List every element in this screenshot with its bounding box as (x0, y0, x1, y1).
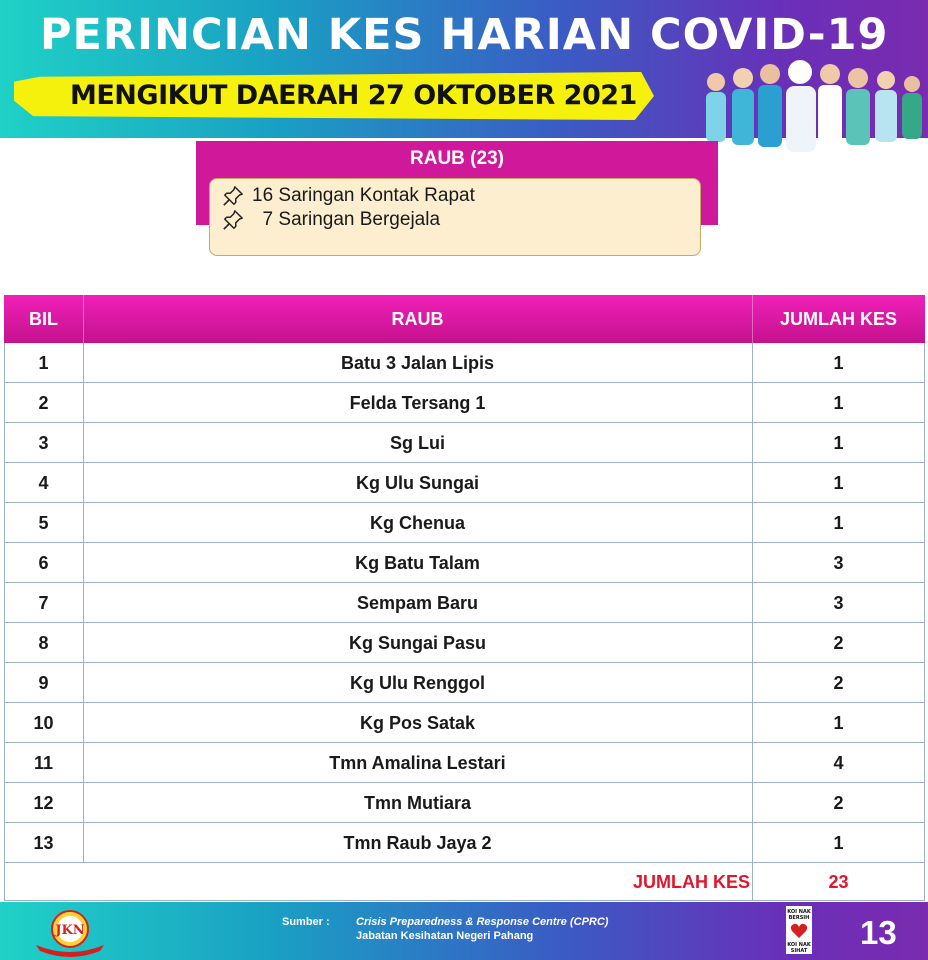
row-cases: 2 (833, 792, 844, 813)
row-cases: 1 (833, 512, 844, 533)
row-location: Sg Lui (390, 432, 445, 453)
pushpin-icon (222, 209, 244, 231)
row-location: Felda Tersang 1 (349, 392, 486, 413)
page-title: PERINCIAN KES HARIAN COVID-19 (40, 10, 889, 60)
svg-text:KOI NAK: KOI NAK (787, 942, 811, 948)
jkn-logo (30, 905, 110, 957)
row-number: 12 (33, 792, 54, 813)
koi-nak-sihat-logo (786, 906, 812, 954)
table-row (4, 383, 925, 423)
source-label: Sumber : (282, 916, 330, 928)
svg-text:BERSIH: BERSIH (788, 915, 810, 921)
row-number: 1 (38, 352, 49, 373)
row-number: 8 (38, 632, 49, 653)
row-number: 13 (33, 832, 54, 853)
row-cases: 4 (833, 752, 844, 773)
table-row (4, 423, 925, 463)
row-number: 6 (38, 552, 49, 573)
row-location: Sempam Baru (356, 592, 479, 613)
svg-text:KOI NAK: KOI NAK (787, 909, 811, 915)
table-row (4, 543, 925, 583)
row-location: Tmn Amalina Lestari (329, 752, 506, 773)
table-row (4, 463, 925, 503)
healthcare-workers-illustration (688, 60, 928, 155)
row-cases: 2 (833, 632, 844, 653)
total-label: JUMLAH KES (632, 871, 750, 892)
row-number: 9 (38, 672, 49, 693)
source-department: Jabatan Kesihatan Negeri Pahang (356, 930, 534, 942)
svg-text:SIHAT: SIHAT (790, 948, 808, 954)
svg-text:JKN: JKN (55, 923, 85, 938)
row-number: 11 (33, 752, 54, 773)
row-number: 3 (38, 432, 49, 453)
summary-item-symptomatic (222, 208, 440, 232)
row-location: Batu 3 Jalan Lipis (340, 352, 495, 373)
page-number: 13 (860, 914, 897, 951)
row-cases: 2 (833, 672, 844, 693)
row-cases: 1 (833, 472, 844, 493)
table-border-right (924, 343, 925, 901)
page-subtitle: MENGIKUT DAERAH 27 OKTOBER 2021 (70, 80, 637, 111)
column-header-cases: JUMLAH KES (779, 308, 897, 329)
row-number: 10 (33, 712, 54, 733)
summary-item-close-contact (222, 184, 475, 208)
row-cases: 1 (833, 392, 844, 413)
row-cases: 1 (833, 712, 844, 733)
row-location: Kg Pos Satak (359, 712, 476, 733)
table-row (4, 703, 925, 743)
column-header-location: RAUB (391, 308, 444, 329)
row-location: Kg Ulu Renggol (350, 672, 485, 693)
table-row (4, 623, 925, 663)
summary-item-text: 7 Saringan Bergejala (252, 209, 441, 230)
row-location: Kg Batu Talam (355, 552, 480, 573)
row-number: 7 (38, 592, 49, 613)
table-body (4, 343, 925, 863)
table-row (4, 823, 925, 863)
table-row (4, 583, 925, 623)
table-row (4, 783, 925, 823)
source-organization: Crisis Preparedness & Response Centre (CPRC) (356, 916, 609, 928)
row-number: 4 (38, 472, 49, 493)
row-number: 5 (38, 512, 49, 533)
row-number: 2 (38, 392, 49, 413)
table-row (4, 503, 925, 543)
table-row (4, 743, 925, 783)
row-location: Tmn Mutiara (363, 792, 471, 813)
column-header-bil: BIL (29, 308, 58, 329)
column-divider (752, 343, 753, 901)
table-row (4, 343, 925, 383)
row-cases: 3 (833, 552, 844, 573)
row-cases: 1 (833, 352, 844, 373)
total-value: 23 (828, 871, 849, 892)
summary-item-text: 16 Saringan Kontak Rapat (252, 185, 475, 206)
row-cases: 1 (833, 432, 844, 453)
table-border-left (4, 343, 5, 901)
row-location: Kg Chenua (369, 512, 465, 533)
table-row (4, 663, 925, 703)
pushpin-icon (222, 185, 244, 207)
row-cases: 3 (833, 592, 844, 613)
summary-title: RAUB (23) (410, 148, 504, 169)
row-cases: 1 (833, 832, 844, 853)
row-location: Kg Ulu Sungai (356, 472, 479, 493)
row-location: Kg Sungai Pasu (348, 632, 487, 653)
column-divider (83, 343, 84, 863)
row-location: Tmn Raub Jaya 2 (343, 832, 492, 853)
